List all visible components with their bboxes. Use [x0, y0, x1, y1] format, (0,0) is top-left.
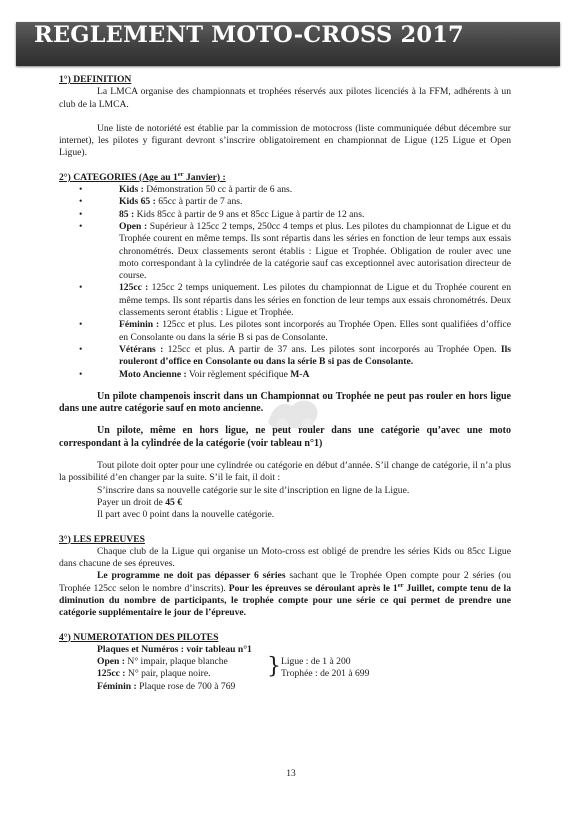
page-number: 13 — [286, 769, 296, 779]
title-banner — [16, 22, 560, 66]
category-item-moto-ancienne: • Moto Ancienne : Voir règlement spécifique M-A — [79, 368, 310, 380]
category-item-feminin: • Féminin : 125cc et plus. Les pilotes sont incorporés au Trophée Open. Elles sont qualifiées d’office en Consolante ou dans la série B si pas de Consolante. — [79, 319, 511, 343]
numbering-table — [59, 644, 511, 693]
numbering-125cc: 125cc : N° pair, plaque noire. — [97, 668, 211, 680]
brace-icon: } — [267, 654, 281, 680]
page-title: REGLEMENT MOTO-CROSS 2017 — [34, 22, 464, 48]
step-inscription: S’inscrire dans sa nouvelle catégorie sur le site d’inscription en ligne de la Ligue. — [97, 484, 410, 496]
category-item-veterans: • Vétérans : 125cc et plus. A partir de 37 ans. Les pilotes sont incorporés au Trophée Open. Ils rouleront d’office en Consolante ou dans la série B si pas de Consolante. — [79, 343, 512, 368]
note-cylindree: Un pilote, même en hors ligue, ne peut rouler dans une catégorie qu’avec une moto correspondant à la cylindrée de la catégorie (voir tableau n°1) — [59, 425, 511, 449]
numbering-ligue-range: Ligue : de 1 à 200 — [281, 656, 351, 668]
section-categories-title: 2°) CATEGORIES (Age au 1er Janvier) : — [59, 170, 226, 183]
category-item-kids: • Kids : Démonstration 50 cc à partir de 6 ans. — [79, 184, 293, 196]
numbering-open: Open : N° impair, plaque blanche — [97, 656, 228, 668]
category-change-paragraph: Tout pilote doit opter pour une cylindrée ou catégorie en début d’année. S’il change de catégorie, il n’a plus la possibilité d’en changer par la suite. S’il le fait, il doit : — [59, 460, 511, 484]
numbering-subtitle: Plaques et Numéros : voir tableau n°1 — [97, 643, 252, 655]
category-item-kids65: • Kids 65 : 65cc à partir de 7 ans. — [79, 196, 243, 208]
step-points: Il part avec 0 point dans la nouvelle catégorie. — [97, 509, 275, 521]
section-numerotation-title: 4°) NUMEROTATION DES PILOTES — [59, 631, 219, 643]
categories-list — [59, 184, 511, 381]
numbering-feminin: Féminin : Plaque rose de 700 à 769 — [97, 680, 236, 692]
section-definition-title: 1°) DEFINITION — [59, 74, 132, 85]
category-item-125cc: • 125cc : 125cc 2 temps uniquement. Les pilotes du championnat de Ligue et du Trophée courent en même temps. Ils sont répartis dans les séries en fonction de leur temps aux essais chronométrés. Deux classements seront établis : Ligue et Trophée. — [79, 282, 511, 319]
numbering-trophee-range: Trophée : de 201 à 699 — [281, 668, 370, 680]
definition-paragraph-1: La LMCA organise des championnats et trophées réservés aux pilotes licenciés à la FFM, adhérents à un club de la LMCA. — [59, 86, 511, 110]
category-item-open: • Open : Supérieur à 125cc 2 temps, 250cc 4 temps et plus. Les pilotes du championnat de Ligue et du Trophée courent en même temps. Ils sont répartis dans les séries en fonction de leur temps aux essais chronométrés. Deux classements seront établis : Ligue et Trophée. Obligation de rouler avec une moto correspondant à la cylindrée de la catégorie sauf cas exceptionnel avec autorisation directeur de course. — [79, 220, 511, 282]
step-payment: Payer un droit de 45 € — [97, 496, 183, 508]
document-body — [59, 74, 511, 693]
category-item-85: • 85 : Kids 85cc à partir de 9 ans et 85cc Ligue à partir de 12 ans. — [79, 208, 365, 220]
section-epreuves-title: 3°) LES EPREUVES — [59, 533, 145, 545]
definition-paragraph-2: Une liste de notoriété est établie par la commission de motocross (liste communiquée début décembre sur internet), les pilotes y figurant devront s’inscrire obligatoirement en championnat de Ligue (125 Ligue et Open Ligue). — [59, 122, 511, 159]
note-champenois: Un pilote champenois inscrit dans un Championnat ou Trophée ne peut pas rouler en hors ligue dans une autre catégorie sauf en moto ancienne. — [59, 390, 511, 415]
epreuves-paragraph-2: Le programme ne doit pas dépasser 6 séries sachant que le Trophée Open compte pour 2 séries (ou Trophée 125cc selon le nombre d’inscrits). Pour les épreuves se déroulant après le 1er Juillet, compte tenu de la diminution du nombre de participants, le trophée compte pour une série ce qui permet de prendre une catégorie supplémentaire le jour de l’épreuve. — [59, 570, 512, 619]
epreuves-paragraph-1: Chaque club de la Ligue qui organise un Moto-cross est obligé de prendre les séries Kids ou 85cc Ligue dans chacune de ses épreuves. — [59, 545, 511, 570]
